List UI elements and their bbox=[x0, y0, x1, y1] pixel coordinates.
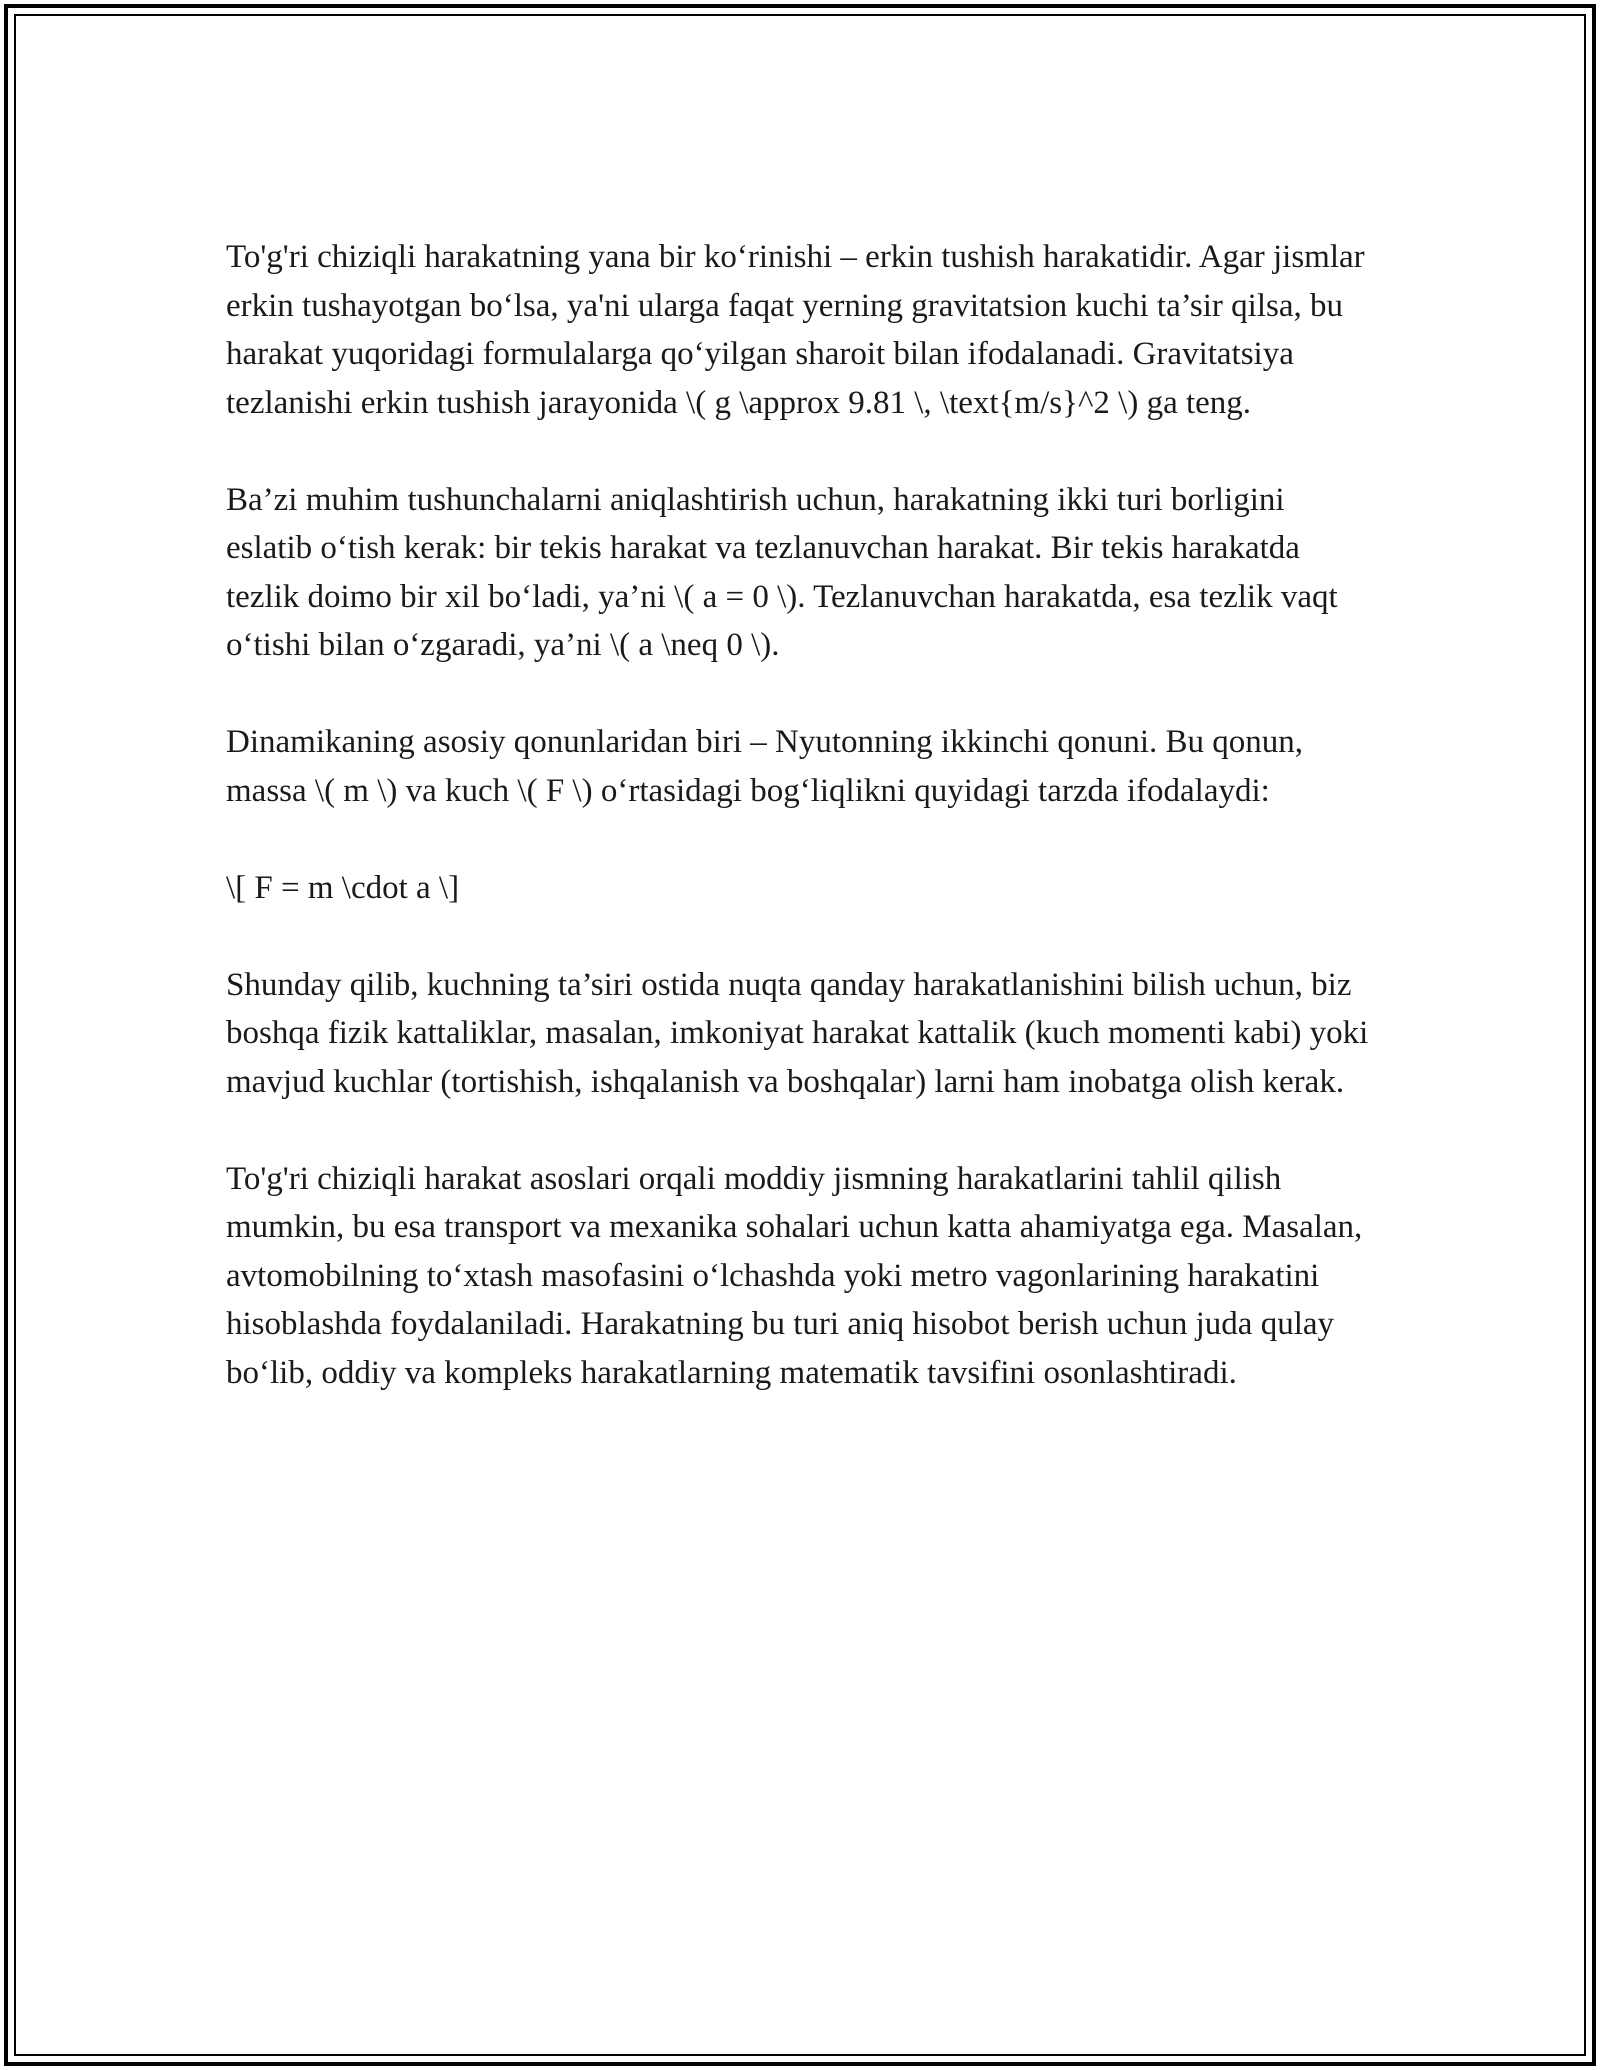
paragraph-motion-types: Ba’zi muhim tushunchalarni aniqlashtirish uchun, harakatning ikki turi borligini eslatib o‘tish kerak: bir tekis harakat va tezlanuvchan harakat. Bir tekis harakatda tezlik doimo bir xil bo‘ladi, ya’ni \( a = 0 \). Tezlanuvchan harakatda, esa tezlik vaqt o‘tishi bilan o‘zgaradi, ya’ni \( a \neq 0 \). bbox=[226, 481, 1338, 663]
formula-force: \[ F = m \cdot a \] bbox=[226, 869, 460, 906]
document-body bbox=[226, 233, 1376, 1446]
paragraph-newton-second-law: Dinamikaning asosiy qonunlaridan biri – Nyutonning ikkinchi qonuni. Bu qonun, massa \( m \) va kuch \( F \) o‘rtasidagi bog‘liqlikni quyidagi tarzda ifodalaydi: bbox=[226, 724, 1303, 809]
paragraph-free-fall: To'g'ri chiziqli harakatning yana bir ko‘rinishi – erkin tushish harakatidir. Agar jismlar erkin tushayotgan bo‘lsa, ya'ni ularga faqat yerning gravitatsion kuchi ta’sir qilsa, bu harakat yuqoridagi formulalarga qo‘yilgan sharoit bilan ifodalanadi. Gravitatsiya tezlanishi erkin tushish jarayonida \( g \approx 9.81 \, \text{m/s}^2 \) ga teng. bbox=[226, 239, 1365, 421]
paragraph-applications: To'g'ri chiziqli harakat asoslari orqali moddiy jismning harakatlarini tahlil qilish mumkin, bu esa transport va mexanika sohalari uchun katta ahamiyatga ega. Masalan, avtomobilning to‘xtash masofasini o‘lchashda yoki metro vagonlarining harakatini hisoblashda foydalaniladi. Harakatning bu turi aniq hisobot berish uchun juda qulay bo‘lib, oddiy va kompleks harakatlarning matematik tavsifini osonlashtiradi. bbox=[226, 1160, 1363, 1391]
paragraph-force-effects: Shunday qilib, kuchning ta’siri ostida nuqta qanday harakatlanishini bilish uchun, biz boshqa fizik kattaliklar, masalan, imkoniyat harakat kattalik (kuch momenti kabi) yoki mavjud kuchlar (tortishish, ishqalanish va boshqalar) larni ham inobatga olish kerak. bbox=[226, 966, 1369, 1100]
